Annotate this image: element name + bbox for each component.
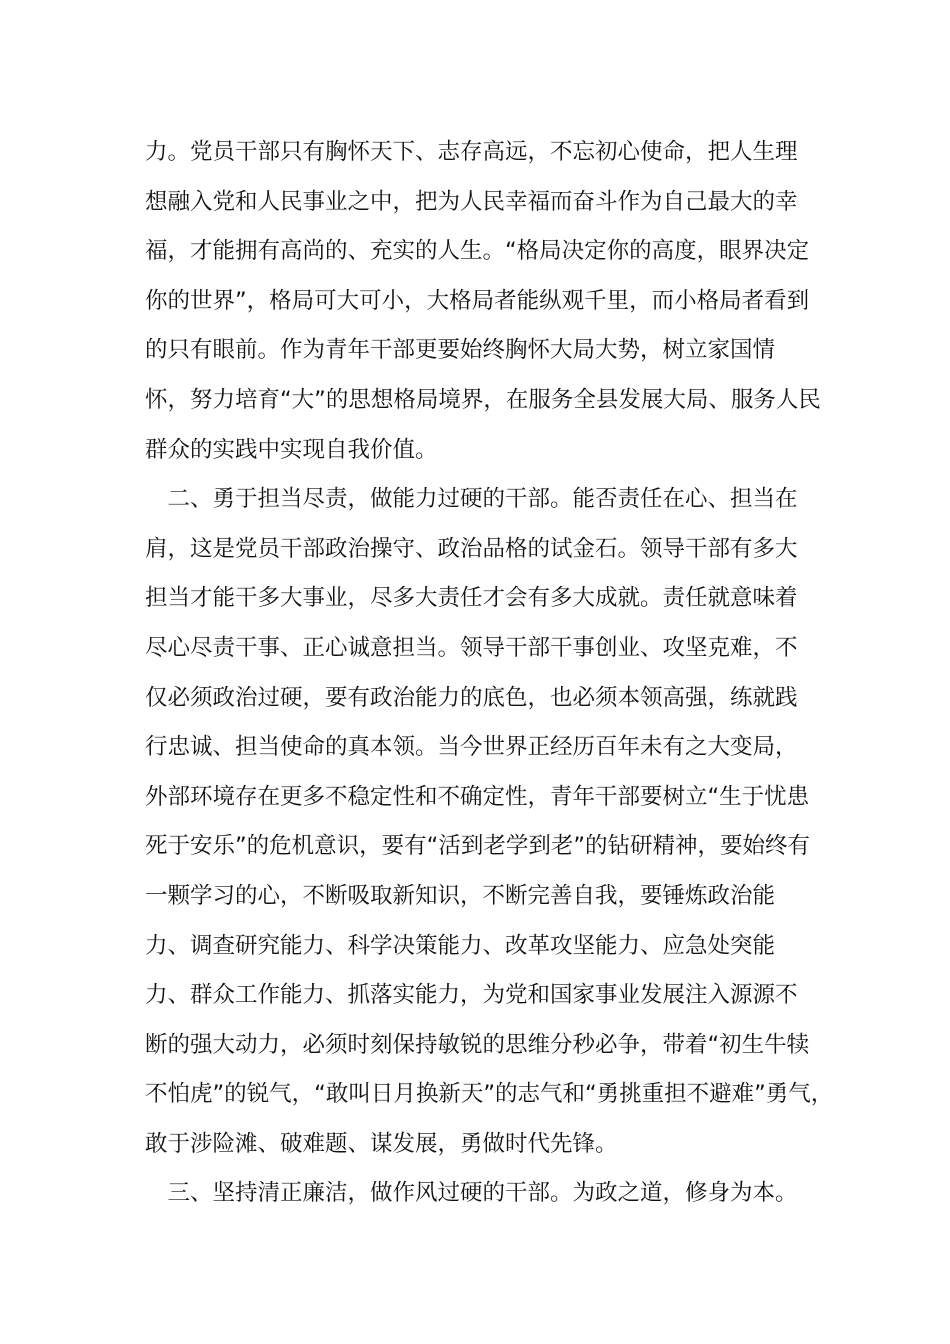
text-line: 担当才能干多大事业，尽多大责任才会有多大成就。责任就意味着 [145, 585, 798, 612]
text-line: 力、调查研究能力、科学决策能力、改革攻坚能力、应急处突能 [145, 932, 776, 959]
text-line: 的只有眼前。作为青年干部更要始终胸怀大局大势，树立家国情 [145, 337, 776, 364]
text-line: 行忠诚、担当使命的真本领。当今世界正经历百年未有之大变局， [145, 734, 798, 761]
text-line: 仅必须政治过硬，要有政治能力的底色，也必须本领高强，练就践 [145, 684, 798, 711]
text-line: 肩，这是党员干部政治操守、政治品格的试金石。领导干部有多大 [145, 535, 798, 562]
body-text [145, 128, 834, 1219]
text-line: 福，才能拥有高尚的、充实的人生。“格局决定你的高度，眼界决定 [145, 238, 810, 265]
text-line: 尽心尽责干事、正心诚意担当。领导干部干事创业、攻坚克难，不 [145, 634, 798, 661]
text-line: 力、群众工作能力、抓落实能力，为党和国家事业发展注入源源不 [145, 982, 798, 1009]
text-line: 死于安乐”的危机意识，要有“活到老学到老”的钻研精神，要始终有 [145, 833, 810, 860]
section-heading-line: 三、坚持清正廉洁，做作风过硬的干部。为政之道，修身为本。 [145, 1180, 798, 1207]
section-heading-line: 二、勇于担当尽责，做能力过硬的干部。能否责任在心、担当在 [145, 486, 798, 513]
text-line: 你的世界”，格局可大可小，大格局者能纵观千里，而小格局者看到 [145, 287, 810, 314]
text-line: 群众的实践中实现自我价值。 [145, 436, 438, 463]
text-line: 断的强大动力，必须时刻保持敏锐的思维分秒必争，带着“初生牛犊 [145, 1031, 810, 1058]
text-line: 怀，努力培育“大”的思想格局境界，在服务全县发展大局、服务人民 [145, 386, 821, 413]
text-line: 一颗学习的心，不断吸取新知识，不断完善自我，要锤炼政治能 [145, 882, 776, 909]
text-line: 敢于涉险滩、破难题、谋发展，勇做时代先锋。 [145, 1130, 618, 1157]
text-line: 外部环境存在更多不稳定性和不确定性，青年干部要树立“生于忧患 [145, 783, 810, 810]
text-line: 力。党员干部只有胸怀天下、志存高远，不忘初心使命，把人生理 [145, 139, 798, 165]
text-line: 想融入党和人民事业之中，把为人民幸福而奋斗作为自己最大的幸 [145, 188, 798, 215]
text-line: 不怕虎”的锐气，“敢叫日月换新天”的志气和“勇挑重担不避难”勇气， [145, 1081, 834, 1108]
